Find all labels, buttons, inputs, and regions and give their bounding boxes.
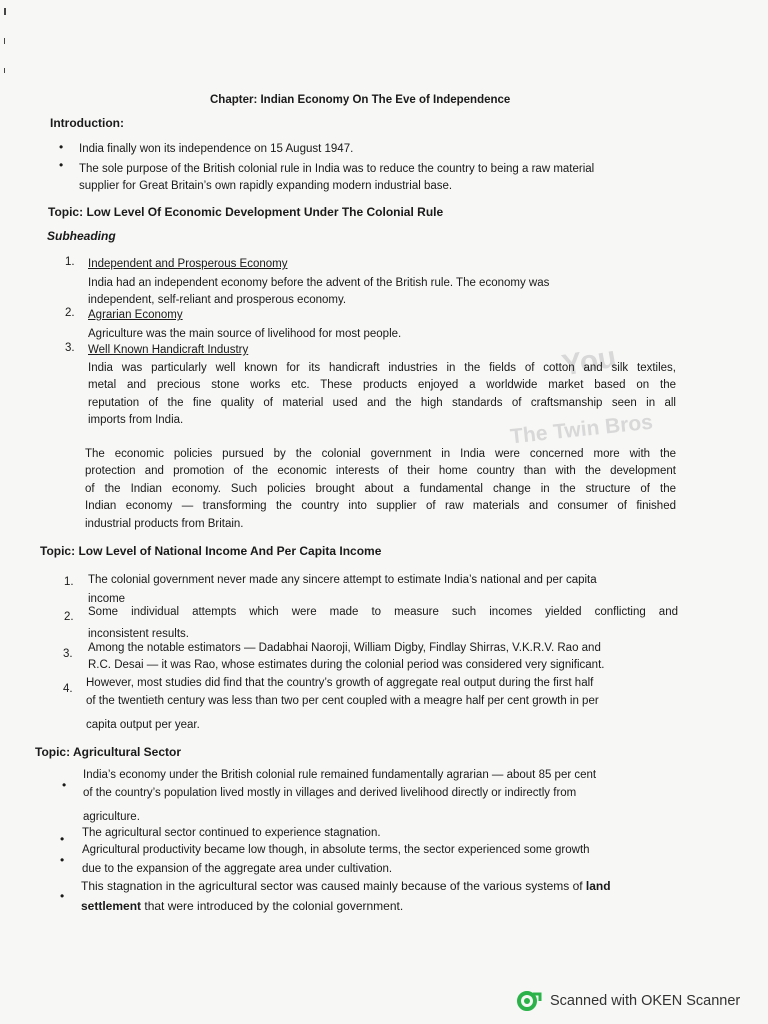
bullet-dot: • (60, 832, 65, 846)
scan-edge-mark (4, 38, 5, 44)
bullet-dot: • (62, 778, 67, 792)
item-text-line: capita output per year. (86, 719, 200, 731)
item-text-line: of the twentieth century was less than two per cent coupled with a meagre half per cent growth in per (86, 695, 599, 707)
item-number: 4. (63, 683, 73, 695)
bullet-dot: • (60, 853, 65, 867)
item-text-line: income (88, 593, 126, 605)
intro-bullet-2-line-1: The sole purpose of the British colonial rule in India was to reduce the country to being a raw material (79, 163, 595, 175)
agri-bullet-4-line-2 (81, 898, 403, 915)
chapter-title: Chapter: Indian Economy On The Eve of Independence (210, 94, 511, 106)
item-number: 2. (65, 307, 75, 319)
scanner-footer-text: Scanned with OKEN Scanner (550, 993, 741, 1009)
agri-bullet-2-line: The agricultural sector continued to experience stagnation. (82, 827, 381, 839)
paragraph-line: The economic policies pursued by the colonial government in India were concerned more with the (85, 448, 676, 460)
watermark-twin-bros: The Twin Bros (509, 410, 654, 449)
intro-bullet-1: India finally won its independence on 15 August 1947. (79, 143, 354, 155)
topic1-subheading: Subheading (47, 229, 116, 243)
item-text-line: independent, self-reliant and prosperous economy. (88, 294, 347, 306)
agri-bullet-4-line-1 (81, 878, 611, 895)
item-title: Well Known Handicraft Industry (88, 344, 249, 356)
agri-bullet-1-line: agriculture. (83, 811, 140, 823)
watermark-you: You (559, 340, 619, 383)
agri-bullet-3-line: Agricultural productivity became low though, in absolute terms, the sector experienced some growth (82, 844, 590, 856)
item-text-line: inconsistent results. (88, 628, 189, 640)
bold-term-land: land (585, 879, 611, 893)
item-number: 1. (65, 256, 75, 268)
agri-bullet-1-line: India’s economy under the British colonial rule remained fundamentally agrarian — about 85 per cent (83, 769, 597, 781)
scan-edge-mark (4, 8, 6, 15)
paragraph-line: Indian economy — transforming the country into supplier of raw materials and consumer of finished (85, 500, 676, 512)
item-title: Agrarian Economy (88, 309, 183, 321)
agri-bullet-3-line: due to the expansion of the aggregate area under cultivation. (82, 863, 393, 875)
item-text-line: Among the notable estimators — Dadabhai Naoroji, William Digby, Findlay Shirras, V.K.R.V. Rao and (88, 642, 601, 654)
item-text-line: metal and precious stone works etc. These products enjoyed a worldwide market based on the (88, 379, 676, 391)
bold-term-settlement: settlement (81, 899, 142, 913)
item-text-line: Agriculture was the main source of livelihood for most people. (88, 328, 402, 340)
paragraph-line: protection and promotion of the economic interests of their home country than with the development (85, 465, 676, 477)
item-number: 1. (64, 576, 74, 588)
scan-edge-mark (4, 68, 5, 73)
item-text-line: India was particularly well known for its handicraft industries in the fields of cotton and silk textiles, (88, 362, 676, 374)
topic3-heading: Topic: Agricultural Sector (35, 745, 182, 759)
item-number: 2. (64, 611, 74, 623)
item-text-line: imports from India. (88, 414, 184, 426)
intro-heading: Introduction: (50, 116, 124, 130)
item-text-line: Some individual attempts which were made to measure such incomes yielded conflicting and (88, 606, 678, 618)
bullet-dot: • (59, 158, 64, 172)
bullet-dot: • (60, 889, 65, 903)
text-run: that were introduced by the colonial government. (141, 899, 404, 913)
oken-scanner-logo-icon (516, 990, 542, 1012)
item-number: 3. (63, 648, 73, 660)
paragraph-line: industrial products from Britain. (85, 518, 244, 530)
item-title: Independent and Prosperous Economy (88, 258, 288, 270)
agri-bullet-1-line: of the country’s population lived mostly in villages and derived livelihood directly or indirectly from (83, 787, 577, 799)
topic2-heading: Topic: Low Level of National Income And Per Capita Income (40, 544, 382, 558)
topic1-heading: Topic: Low Level Of Economic Development Under The Colonial Rule (48, 205, 444, 219)
paragraph-line: of the Indian economy. Such policies brought about a fundamental change in the structure of the (85, 483, 676, 495)
text-run: This stagnation in the agricultural sector was caused mainly because of the various systems of (81, 879, 586, 893)
item-text-line: However, most studies did find that the country’s growth of aggregate real output during the first half (86, 677, 594, 689)
item-text-line: R.C. Desai — it was Rao, whose estimates during the colonial period was considered very significant. (88, 659, 605, 671)
item-text-line: India had an independent economy before the advent of the British rule. The economy was (88, 277, 550, 289)
item-text-line: reputation of the fine quality of material used and the high standards of craftsmanship seen in all (88, 397, 676, 409)
intro-bullet-2-line-2: supplier for Great Britain’s own rapidly expanding modern industrial base. (79, 180, 453, 192)
bullet-dot: • (59, 140, 64, 154)
item-number: 3. (65, 342, 75, 354)
item-text-line: The colonial government never made any sincere attempt to estimate India’s national and per capita (88, 574, 597, 586)
scanner-footer (516, 990, 740, 1012)
